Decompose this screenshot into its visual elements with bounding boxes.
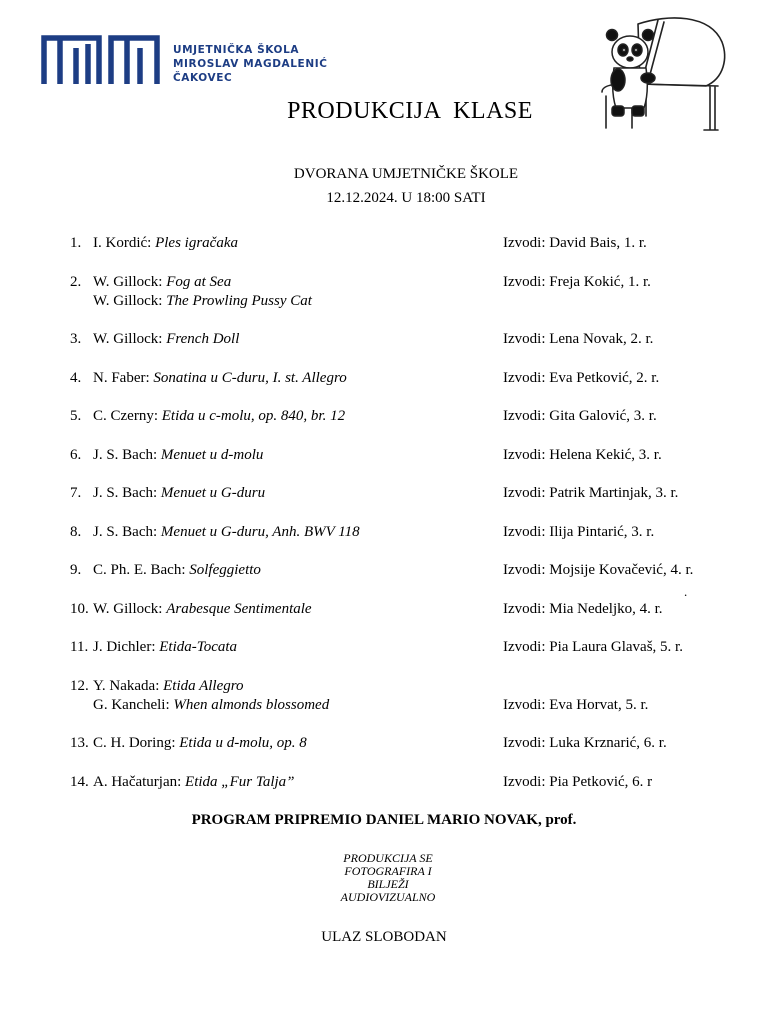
- piece-line: [70, 292, 710, 311]
- school-name-line: MIROSLAV MAGDALENIĆ: [173, 58, 328, 70]
- work-title: Menuet u G-duru: [160, 485, 266, 501]
- work-title: Arabesque Sentimentale: [166, 600, 312, 617]
- composer: J. S. Bach:: [93, 485, 161, 501]
- composer: W. Gillock:: [93, 600, 167, 617]
- performer: Izvodi: Mia Nedeljko, 4. r.: [503, 600, 663, 617]
- composer: J. Dichler:: [93, 639, 160, 655]
- item-number: 10.: [70, 600, 89, 617]
- performer: Izvodi: Lena Novak, 2. r.: [503, 331, 654, 347]
- program-item: [70, 234, 710, 253]
- program-item: [70, 484, 710, 503]
- program-item: [70, 561, 710, 580]
- program-item: [70, 446, 710, 465]
- performer: Izvodi: Eva Horvat, 5. r.: [503, 696, 649, 713]
- work-title: French Doll: [166, 331, 240, 347]
- composer: C. Ph. E. Bach:: [93, 562, 190, 578]
- photo-notice-line: BILJEŽI: [367, 877, 409, 891]
- school-name: [173, 43, 328, 85]
- program-item: [70, 523, 710, 542]
- work-title: Fog at Sea: [166, 273, 232, 290]
- program-item: [70, 273, 710, 311]
- work-title: Solfeggietto: [189, 562, 261, 578]
- composer: Y. Nakada:: [93, 677, 164, 694]
- stray-mark: .: [684, 584, 688, 599]
- program-item: [70, 773, 710, 792]
- composer: I. Kordić:: [93, 235, 156, 251]
- item-number: 9.: [70, 562, 82, 578]
- work-title: Etida u d-molu, op. 8: [179, 735, 307, 751]
- page-title: PRODUKCIJA KLASE: [287, 98, 533, 124]
- program-item: [70, 369, 710, 388]
- item-number: 1.: [70, 235, 82, 251]
- work-title: Menuet u G-duru, Anh. BWV 118: [160, 523, 360, 540]
- entry-notice: ULAZ SLOBODAN: [321, 929, 447, 945]
- program-item: [70, 638, 710, 657]
- work-title: Etida „Fur Talja”: [185, 773, 295, 790]
- composer: J. S. Bach:: [93, 446, 161, 463]
- item-number: 8.: [70, 523, 82, 540]
- performer: Izvodi: Patrik Martinjak, 3. r.: [503, 485, 679, 501]
- item-number: 5.: [70, 408, 82, 424]
- work-title: Menuet u d-molu: [160, 446, 264, 463]
- program-item: [70, 330, 710, 349]
- school-name-line: UMJETNIČKA ŠKOLA: [173, 44, 300, 56]
- performer: Izvodi: Ilija Pintarić, 3. r.: [503, 523, 655, 540]
- performer: Izvodi: Helena Kekić, 3. r.: [503, 446, 662, 463]
- program-list: [70, 234, 710, 811]
- work-title: Etida Allegro: [163, 677, 244, 694]
- item-number: 14.: [70, 773, 89, 790]
- photo-notice-line: FOTOGRAFIRA I: [344, 864, 432, 878]
- performer: Izvodi: Luka Krznarić, 6. r.: [503, 735, 667, 751]
- performer: Izvodi: Gita Galović, 3. r.: [503, 408, 657, 424]
- performer: Izvodi: Pia Laura Glavaš, 5. r.: [503, 639, 683, 655]
- composer: N. Faber:: [93, 369, 154, 386]
- work-title: The Prowling Pussy Cat: [166, 292, 312, 309]
- item-number: 12.: [70, 677, 89, 694]
- photo-notice-line: PRODUKCIJA SE: [343, 851, 433, 865]
- item-number: 11.: [70, 639, 89, 655]
- composer: W. Gillock:: [93, 331, 167, 347]
- work-title: Sonatina u C-duru, I. st. Allegro: [153, 369, 347, 386]
- composer: W. Gillock:: [93, 292, 167, 309]
- performer: Izvodi: Eva Petković, 2. r.: [503, 369, 660, 386]
- performer: Izvodi: Mojsije Kovačević, 4. r.: [503, 562, 694, 578]
- composer: A. Hačaturjan:: [93, 773, 186, 790]
- composer: J. S. Bach:: [93, 523, 161, 540]
- work-title: When almonds blossomed: [173, 696, 330, 713]
- performer: Izvodi: Pia Petković, 6. r: [503, 773, 653, 790]
- performer: Izvodi: Freja Kokić, 1. r.: [503, 273, 651, 290]
- program-item: [70, 600, 710, 619]
- item-number: 3.: [70, 331, 82, 347]
- performer: Izvodi: David Bais, 1. r.: [503, 235, 647, 251]
- photo-notice-line: AUDIOVIZUALNO: [340, 890, 436, 904]
- piece-line: [70, 677, 710, 696]
- work-title: Etida u c-molu, op. 840, br. 12: [161, 408, 346, 424]
- item-number: 7.: [70, 485, 82, 501]
- program-item: [70, 734, 710, 753]
- item-number: 4.: [70, 369, 82, 386]
- venue: DVORANA UMJETNIČKE ŠKOLE: [293, 166, 519, 182]
- event-datetime: 12.12.2024. U 18:00 SATI: [326, 190, 486, 206]
- item-number: 6.: [70, 446, 82, 463]
- photo-notice: [0, 852, 768, 904]
- item-number: 13.: [70, 735, 89, 751]
- composer: G. Kancheli:: [93, 696, 174, 713]
- prepared-by: PROGRAM PRIPREMIO DANIEL MARIO NOVAK, prof.: [191, 812, 577, 828]
- composer: C. Czerny:: [93, 408, 162, 424]
- school-name-line: ČAKOVEC: [173, 72, 233, 84]
- work-title: Etida-Tocata: [159, 639, 238, 655]
- composer: C. H. Doring:: [93, 735, 180, 751]
- composer: W. Gillock:: [93, 273, 167, 290]
- program-item: [70, 677, 710, 715]
- work-title: Ples igračaka: [155, 235, 238, 251]
- program-item: [70, 407, 710, 426]
- item-number: 2.: [70, 273, 82, 290]
